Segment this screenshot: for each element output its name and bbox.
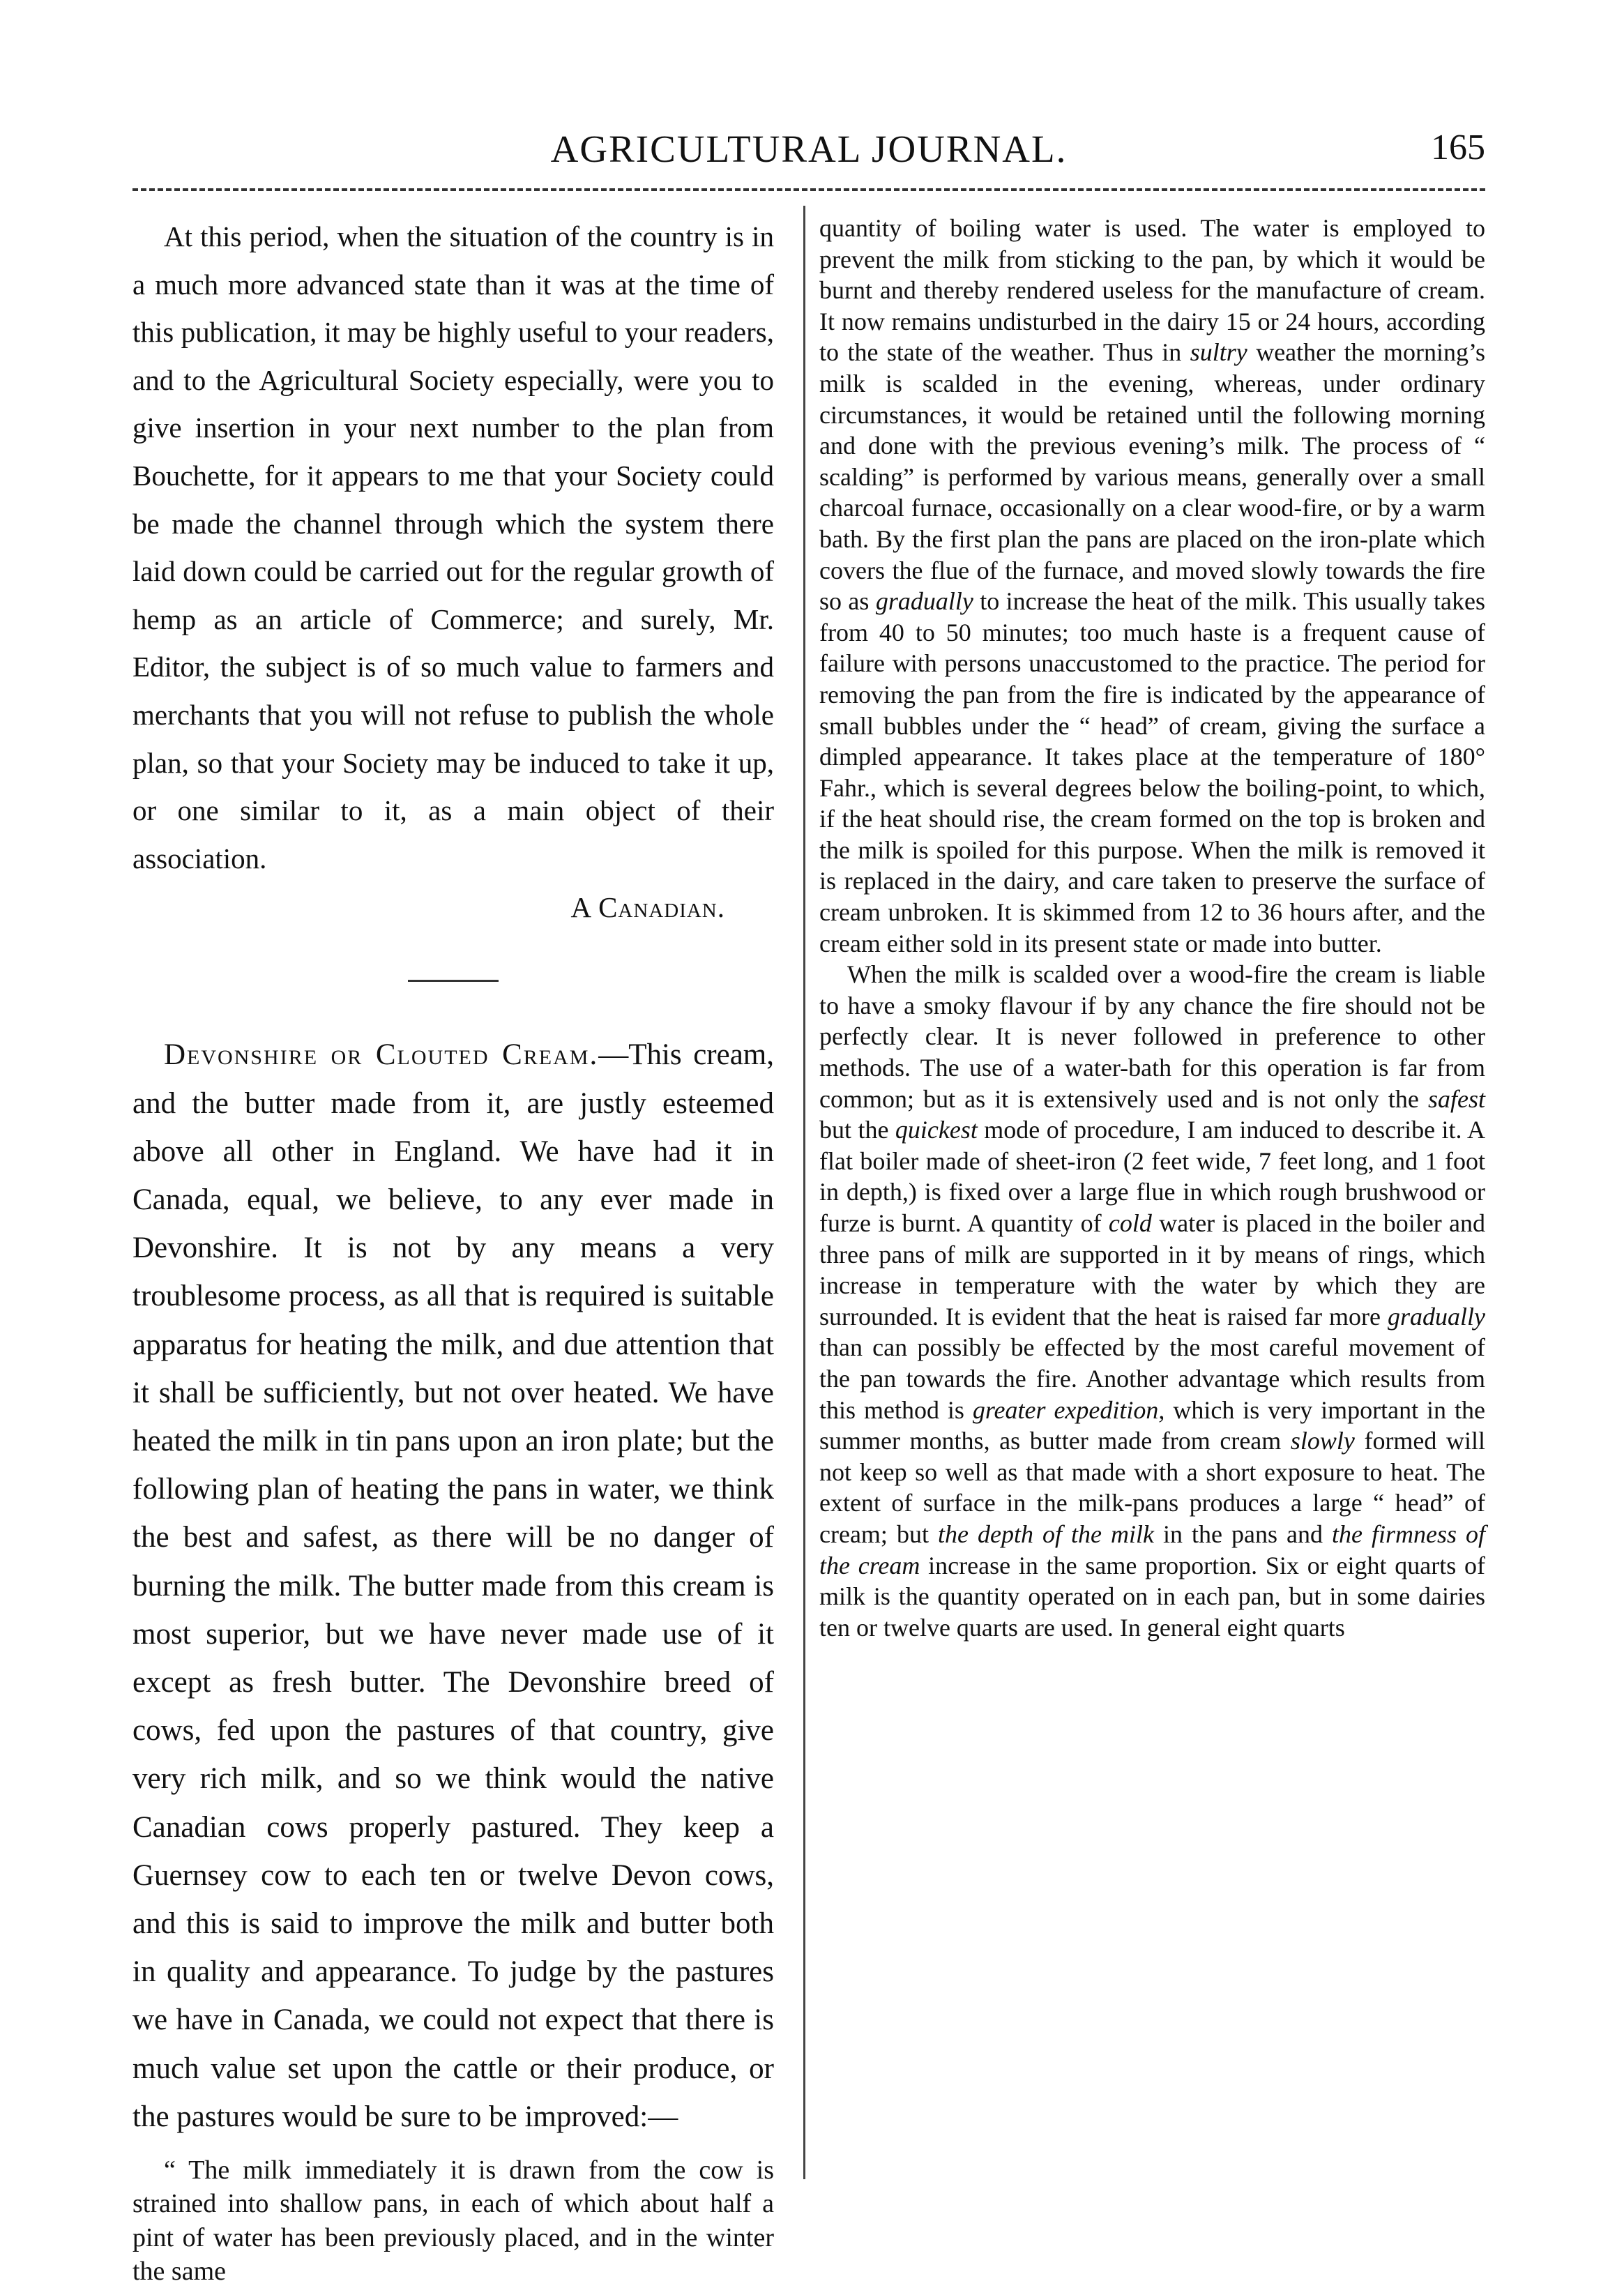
emphasis: gradually <box>875 587 973 616</box>
page-number: 165 <box>1431 128 1485 167</box>
text-run: to increase the heat of the milk. This usually takes from 40 to 50 minutes; too much haste is a frequent cause of failure with persons unaccustomed to the practice. The period for removing the pan from the fire is indicated by the appearance of small bubbles under the “ head” of cream, giving the surface a dimpled appearance. It takes place at the temperature of 180° Fahr., which is several degrees below the boiling-point, to which, if the heat should rise, the cream formed on the top is broken and the milk is spoiled for this purpose. When the milk is removed it is replaced in the dairy, and care taken to preserve the surface of cream unbroken. It is skimmed from 12 to 36 hours after, and the cream either sold in its present state or made into butter. <box>819 587 1485 957</box>
quote-paragraph: “ The milk immediately it is drawn from the cow is strained into shallow pans, in each of which about half a pint of water has been previously placed, and in the winter the same <box>132 2155 774 2286</box>
emphasis: quickest <box>895 1116 978 1144</box>
devonshire-paragraph <box>132 1031 774 2141</box>
text-run: in the pans and <box>1153 1520 1332 1548</box>
header-rule <box>132 188 1485 191</box>
section-body: —This cream, and the butter made from it, are justly esteemed above all other in England. We have had it in Canada, equal, we believe, to any ever made in Devonshire. It is not by any means a very troublesome process, as all that is required is suitable apparatus for heating the milk, and due attention that it shall be sufficiently, but not over heated. We have heated the milk in tin pans upon an iron plate; but the following plan of heating the pans in water, we think the best and safest, as there will be no danger of burning the milk. The butter made from this cream is most superior, but we have never made use of it except as fresh butter. The Devonshire breed of cows, fed upon the pastures of that country, give very rich milk, and so we think would the native Canadian cows properly pastured. They keep a Guernsey cow to each ten or twelve Devon cows, and this is said to improve the milk and butter both in quality and appearance. To judge by the pastures we have in Canada, we could not expect that there is much value set upon the cattle or their produce, or the pastures would be sure to be improved:— <box>132 1038 774 2133</box>
text-run: quantity of boiling water is used. The water is employed to prevent the milk from sticking to the pan, by which it would be burnt and thereby rendered useless for the manufacture of cream. It now remains undisturbed in the dairy 15 or 24 hours, according to the state of the weather. Thus in <box>819 214 1485 367</box>
water-bath-paragraph <box>819 959 1485 1643</box>
emphasis: gradually <box>1388 1302 1485 1331</box>
scalding-paragraph <box>819 213 1485 959</box>
left-column <box>132 213 774 2288</box>
emphasis: the depth of the milk <box>937 1520 1154 1548</box>
text-run: formed will not keep so well as that made with a short exposure to heat. The extent of surface in the milk-pans produces a large “ head” of cream; but <box>819 1427 1485 1548</box>
text-run: water is placed in the boiler and three pans of milk are supported in it by means of rings, which increase in temperature with the water by which they are surrounded. It is evident that the heat is raised far more <box>819 1209 1486 1331</box>
emphasis: the firmness of the cream <box>819 1520 1485 1579</box>
emphasis: greater expedition, <box>972 1395 1165 1424</box>
text-run: When the milk is scalded over a wood-fire the cream is liable to have a smoky flavour if by any chance the fire should not be perfectly clear. It is never followed in preference to other methods. The use of a water-bath for this operation is far from common; but as it is extensively used and is not only the <box>819 960 1485 1113</box>
text-run: which is very important in the summer months, as butter made from cream <box>819 1395 1485 1455</box>
section-title: Devonshire or Clouted Cream. <box>164 1038 599 1072</box>
text-run: but the <box>819 1116 895 1144</box>
page-header <box>132 127 1485 176</box>
text-run: than can possibly be effected by the most careful movement of the pan towards the fire. Another advantage which results from this method is <box>819 1333 1485 1424</box>
right-column <box>819 213 1485 1643</box>
emphasis: safest <box>1427 1084 1485 1113</box>
section-divider <box>408 980 499 982</box>
emphasis: cold <box>1108 1209 1152 1237</box>
letter-paragraph: At this period, when the situation of the country is in a much more advanced state than it was at the time of this publication, it may be highly useful to your readers, and to the Agricultural Society especially, were you to give insertion in your next number to the plan from Bouchette, for it appears to me that your Society could be made the channel through which the system there laid down could be carried out for the regular growth of hemp as an article of Commerce; and surely, Mr. Editor, the subject is of so much value to farmers and merchants that you will not refuse to publish the whole plan, so that your Society may be induced to take it up, or one similar to it, as a main object of their association. <box>132 220 774 874</box>
letter-signature: A Canadian. <box>570 891 725 924</box>
emphasis: sultry <box>1190 338 1247 367</box>
emphasis: slowly <box>1290 1427 1355 1455</box>
text-run: mode of procedure, I am induced to describe it. A flat boiler made of sheet-iron (2 feet wide, 7 feet long, and 1 foot in depth,) is fixed over a large flue in which rough brushwood or furze is burnt. A quantity of <box>819 1116 1486 1237</box>
column-divider <box>803 206 805 2179</box>
text-run: increase in the same proportion. Six or eight quarts of milk is the quantity operated on in each pan, but in some dairies ten or twelve quarts are used. In general eight quarts <box>819 1551 1485 1642</box>
text-run: weather the morning’s milk is scalded in the evening, whereas, under ordinary circumstances, it would be retained until the following morning and done with the previous evening’s milk. The process of “ scalding” is performed by various means, generally over a small charcoal furnace, occasionally on a clear wood-fire, or by a warm bath. By the first plan the pans are placed on the iron-plate which covers the flue of the furnace, and moved slowly towards the fire so as <box>819 338 1485 616</box>
running-title: AGRICULTURAL JOURNAL. <box>550 128 1068 170</box>
